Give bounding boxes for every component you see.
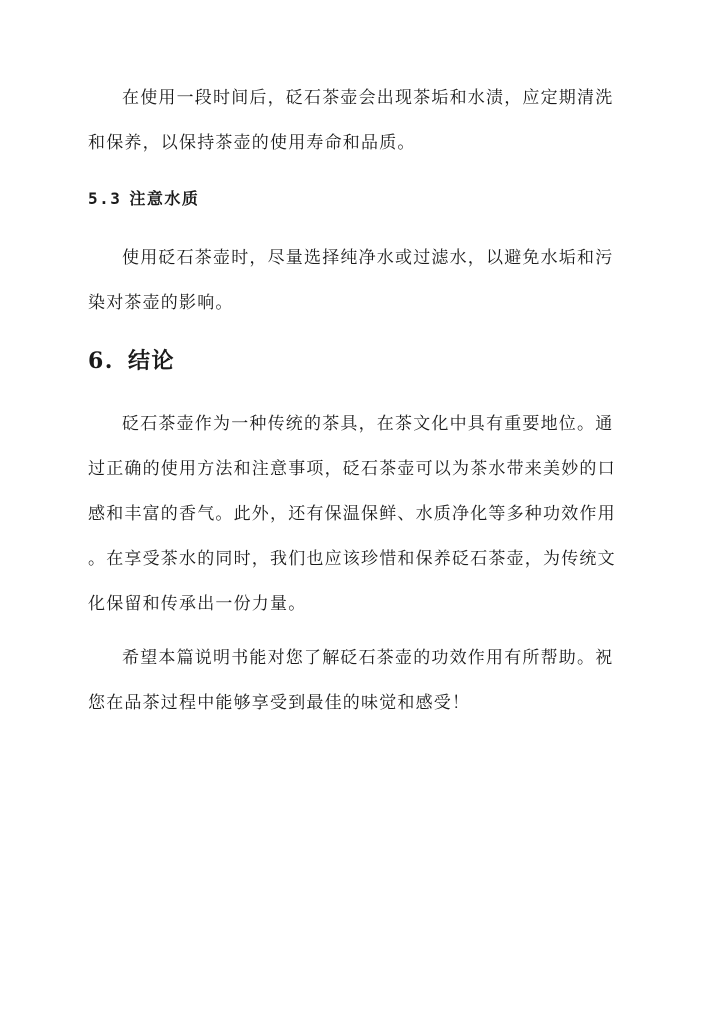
paragraph-line: 化保留和传承出一份力量。 xyxy=(88,594,307,614)
section-heading-conclusion xyxy=(88,344,175,375)
paragraph-line: 希望本篇说明书能对您了解砭石茶壶的功效作用有所帮助。祝 xyxy=(122,648,614,668)
section-number: 6. xyxy=(88,348,114,374)
section-title: 注意水质 xyxy=(129,189,200,208)
paragraph-line: 。在享受茶水的同时，我们也应该珍惜和保养砭石茶壶，为传统文 xyxy=(88,549,616,569)
section-title: 结论 xyxy=(127,348,175,374)
paragraph-line: 使用砭石茶壶时，尽量选择纯净水或过滤水，以避免水垢和污 xyxy=(122,248,614,268)
paragraph-line: 在使用一段时间后，砭石茶壶会出现茶垢和水渍，应定期清洗 xyxy=(122,88,614,108)
paragraph-line: 染对茶壶的影响。 xyxy=(88,293,234,313)
section-number: 5.3 xyxy=(88,189,122,208)
paragraph-line: 您在品茶过程中能够享受到最佳的味觉和感受！ xyxy=(88,693,471,713)
conclusion-paragraph xyxy=(88,402,632,627)
closing-paragraph xyxy=(88,636,632,726)
paragraph-line: 感和丰富的香气。此外，还有保温保鲜、水质净化等多种功效作用 xyxy=(88,504,616,524)
water-paragraph xyxy=(88,236,632,326)
section-heading-water-quality xyxy=(88,186,199,209)
care-paragraph xyxy=(88,76,632,166)
paragraph-line: 砭石茶壶作为一种传统的茶具，在茶文化中具有重要地位。通 xyxy=(122,414,614,434)
paragraph-line: 过正确的使用方法和注意事项，砭石茶壶可以为茶水带来美妙的口 xyxy=(88,459,616,479)
paragraph-line: 和保养，以保持茶壶的使用寿命和品质。 xyxy=(88,133,416,153)
